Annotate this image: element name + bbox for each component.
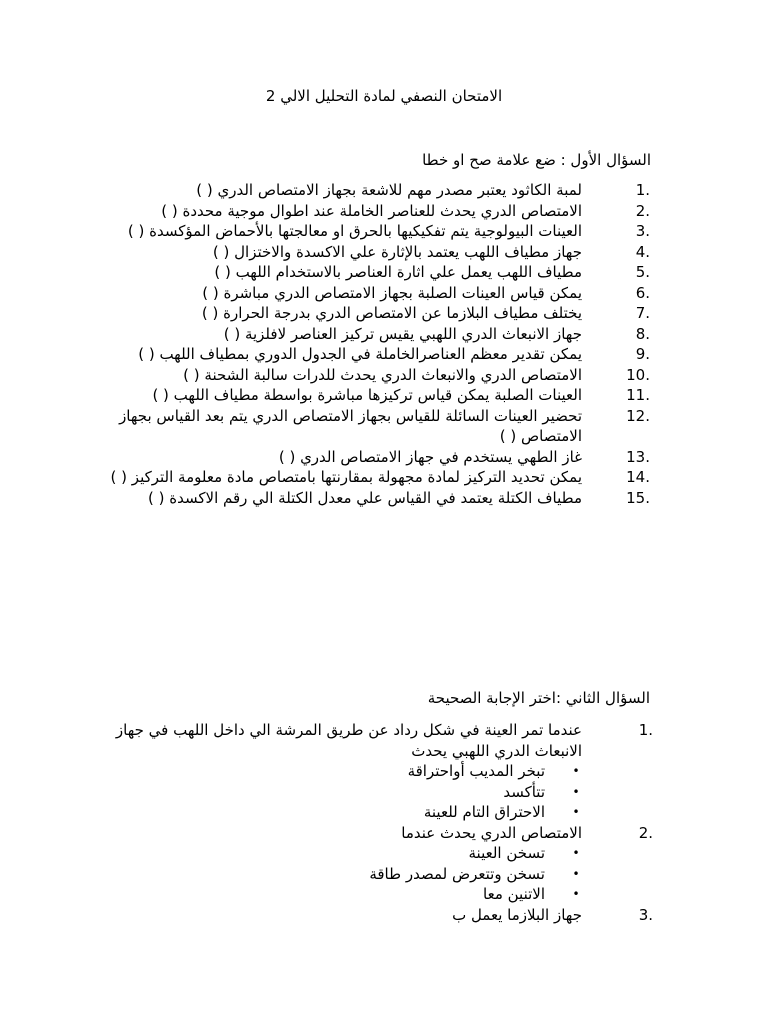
item-number: 8. [635, 324, 650, 343]
item-number: 14. [626, 468, 650, 486]
option-text: الاتنين معا [483, 885, 545, 903]
question1-item [110, 365, 650, 386]
item-text: لمبة الكاثود يعتبر مصدر مهم للاشعة بجهاز الامتصاص الدري ( ) [196, 181, 582, 199]
item-number: 2. [635, 201, 650, 220]
option [110, 802, 653, 823]
option [110, 843, 653, 864]
item-text: يمكن تحديد التركيز لمادة مجهولة بمقارنتها بامتصاص مادة معلومة التركيز ( ) [110, 468, 582, 486]
option [110, 864, 653, 885]
item-number: 1. [635, 181, 650, 199]
question2-list [110, 720, 653, 925]
question2-item [110, 720, 653, 823]
question1-item [110, 242, 650, 263]
item-text: جهاز البلازما يعمل ب [452, 905, 582, 924]
item-text: يمكن تقدير معظم العناصرالخاملة في الجدول الدوري بمطياف اللهب ( ) [138, 345, 582, 363]
item-number: 12. [626, 406, 650, 425]
option-text: تسخن وتتعرض لمصدر طاقة [369, 864, 545, 883]
question1-item [110, 324, 650, 345]
item-text: غاز الطهي يستخدم في جهاز الامتصاص الدري ( ) [278, 447, 582, 466]
item-number: 3. [635, 222, 650, 240]
question2-item [110, 905, 653, 926]
item-number: 15. [626, 488, 650, 507]
question1-heading: السؤال الأول : ضع علامة صح او خطا [422, 151, 651, 169]
item-text: الامتصاص الدري يحدث للعناصر الخاملة عند اطوال موجية محددة ( ) [161, 201, 582, 220]
item-text: يختلف مطياف البلازما عن الامتصاص الدري بدرجة الحرارة ( ) [201, 304, 582, 322]
item-number: 6. [635, 283, 650, 302]
item-text: العينات البيولوجية يتم تفكيكيها بالحرق او معالجتها بالأحماض المؤكسدة ( ) [127, 222, 582, 240]
option-list [110, 761, 653, 823]
question1-item [110, 180, 650, 201]
option [110, 761, 653, 782]
question1-item [110, 344, 650, 365]
bullet-icon: • [572, 887, 580, 901]
question1-item [110, 406, 650, 447]
item-number: 7. [635, 304, 650, 322]
item-number: 10. [626, 365, 650, 384]
question1-item [110, 488, 650, 509]
item-text: يمكن قياس العينات الصلبة بجهاز الامتصاص الدري مباشرة ( ) [202, 283, 582, 302]
bullet-icon: • [572, 805, 580, 819]
question1-list [110, 180, 650, 508]
item-text: العينات الصلبة يمكن قياس تركيزها مباشرة بواسطة مطياف اللهب ( ) [152, 386, 582, 404]
item-text: مطياف اللهب يعمل علي اثارة العناصر بالاستخدام اللهب ( ) [214, 263, 582, 281]
option-list [110, 843, 653, 905]
item-number: 4. [635, 242, 650, 261]
item-text: الامتصاص الدري يحدث عندما [401, 823, 582, 842]
option-text: الاحتراق التام للعينة [423, 803, 545, 821]
item-number: 2. [638, 823, 653, 842]
exam-title: الامتحان النصفي لمادة التحليل الالي 2 [265, 87, 503, 105]
bullet-icon: • [572, 764, 580, 778]
bullet-icon: • [572, 846, 580, 860]
item-text: جهاز الانبعاث الدري اللهبي يقيس تركيز العناصر لافلزية ( ) [223, 324, 582, 343]
question1-item [110, 262, 650, 283]
item-text: جهاز مطياف اللهب يعتمد بالإثارة علي الاكسدة والاختزال ( ) [212, 242, 582, 261]
item-number: 5. [635, 263, 650, 281]
bullet-icon: • [572, 866, 580, 881]
option [110, 884, 653, 905]
item-number: 13. [626, 447, 650, 466]
option-text: تسخن العينة [468, 844, 545, 862]
item-number: 1. [638, 721, 653, 739]
item-number: 11. [626, 386, 650, 404]
question1-item [110, 221, 650, 242]
question2-heading: السؤال الثاني :اختر الإجابة الصحيحة [427, 689, 650, 707]
item-text: تحضير العينات السائلة للقياس بجهاز الامتصاص الدري يتم بعد القياس بجهاز الامتصاص ( ) [119, 406, 582, 445]
item-text: مطياف الكتلة يعتمد في القياس علي معدل الكتلة الي رقم الاكسدة ( ) [148, 488, 582, 507]
item-text: عندما تمر العينة في شكل رداد عن طريق المرشة الي داخل اللهب في جهاز الانبعاث الدري اللهبي يحدث [115, 721, 582, 760]
option [110, 782, 653, 803]
question1-item [110, 447, 650, 468]
bullet-icon: • [572, 784, 580, 799]
question1-item [110, 303, 650, 324]
item-text: الامتصاص الدري والانبعاث الدري يحدث للدرات سالبة الشحنة ( ) [183, 365, 582, 384]
question2-item [110, 823, 653, 905]
question1-item [110, 283, 650, 304]
option-text: تتأكسد [503, 782, 545, 801]
option-text: تبخر المديب أواحتراقة [407, 762, 545, 780]
item-number: 3. [638, 905, 653, 924]
question1-item [110, 201, 650, 222]
question1-item [110, 467, 650, 488]
item-number: 9. [635, 345, 650, 363]
question1-item [110, 385, 650, 406]
